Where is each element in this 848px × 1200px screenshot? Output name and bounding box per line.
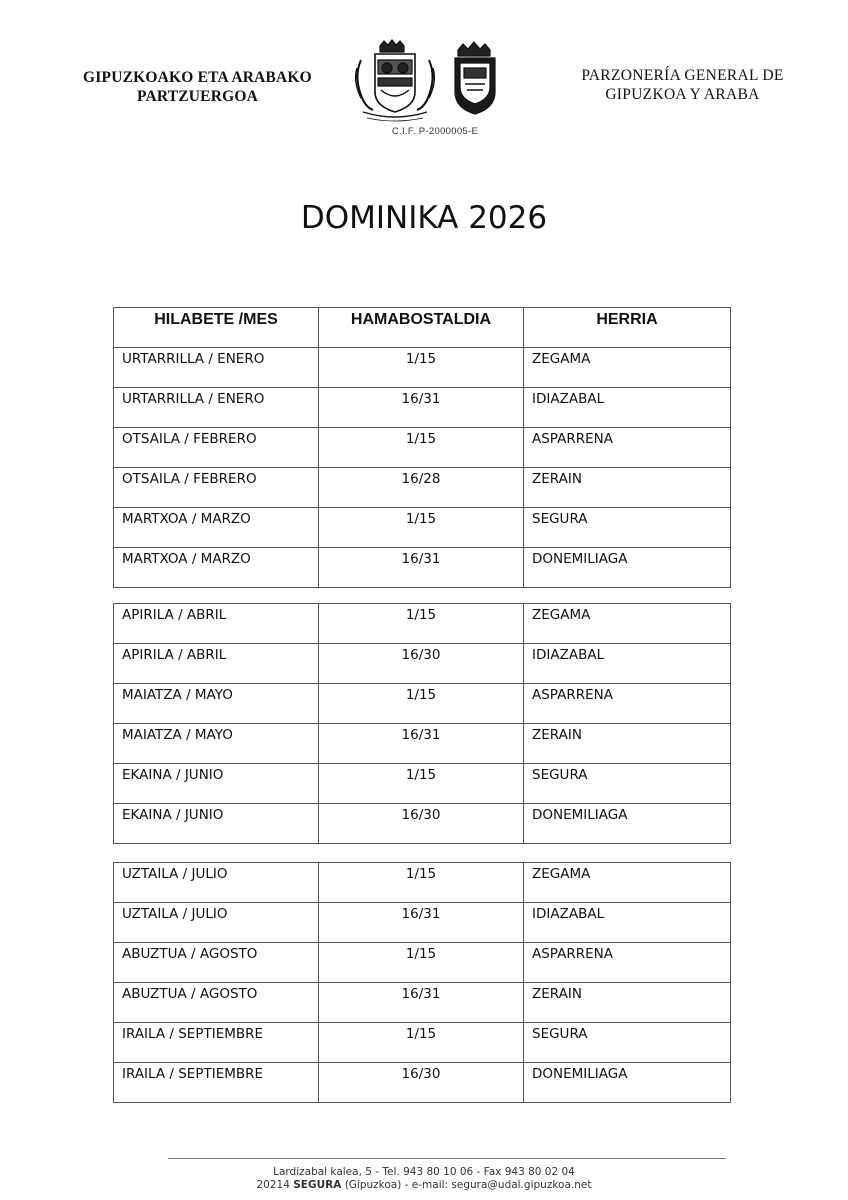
table-row [114, 388, 731, 428]
table-row [114, 804, 731, 844]
town-cell: ZEGAMA [524, 604, 731, 644]
right-coat-of-arms [455, 42, 495, 114]
month-cell: ABUZTUA / AGOSTO [114, 983, 319, 1023]
footer-divider [168, 1158, 726, 1159]
schedule-table-q2 [113, 603, 731, 844]
table-row [114, 1023, 731, 1063]
table-row [114, 764, 731, 804]
header-town: HERRIA [524, 308, 731, 348]
table-row [114, 428, 731, 468]
footer-address [0, 1166, 848, 1192]
month-cell: EKAINA / JUNIO [114, 764, 319, 804]
header-left-org [75, 68, 320, 106]
month-cell: IRAILA / SEPTIEMBRE [114, 1023, 319, 1063]
month-cell: IRAILA / SEPTIEMBRE [114, 1063, 319, 1103]
fortnight-cell: 16/31 [319, 903, 524, 943]
month-cell: OTSAILA / FEBRERO [114, 468, 319, 508]
fortnight-cell: 1/15 [319, 428, 524, 468]
fortnight-cell: 1/15 [319, 508, 524, 548]
month-cell: OTSAILA / FEBRERO [114, 428, 319, 468]
town-cell: DONEMILIAGA [524, 548, 731, 588]
month-cell: URTARRILLA / ENERO [114, 388, 319, 428]
fortnight-cell: 1/15 [319, 348, 524, 388]
town-cell: ZERAIN [524, 468, 731, 508]
town-cell: DONEMILIAGA [524, 804, 731, 844]
footer-line1: Lardizabal kalea, 5 - Tel. 943 80 10 06 - Fax 943 80 02 04 [273, 1166, 575, 1178]
fortnight-cell: 16/30 [319, 644, 524, 684]
table-row [114, 1063, 731, 1103]
month-cell: EKAINA / JUNIO [114, 804, 319, 844]
header-right-line1: PARZONERÍA GENERAL DE [581, 67, 784, 84]
town-cell: ZERAIN [524, 983, 731, 1023]
fortnight-cell: 16/30 [319, 1063, 524, 1103]
table-row [114, 903, 731, 943]
month-cell: MAIATZA / MAYO [114, 684, 319, 724]
table-row [114, 943, 731, 983]
header-right-line2: GIPUZKOA Y ARABA [605, 86, 760, 103]
table-row [114, 684, 731, 724]
fortnight-cell: 16/31 [319, 983, 524, 1023]
page-title: DOMINIKA 2026 [300, 200, 548, 236]
header-fortnight: HAMABOSTALDIA [319, 308, 524, 348]
month-cell: MARTXOA / MARZO [114, 548, 319, 588]
town-cell: IDIAZABAL [524, 903, 731, 943]
fortnight-cell: 16/30 [319, 804, 524, 844]
fortnight-cell: 16/31 [319, 724, 524, 764]
schedule-table-q3 [113, 862, 731, 1103]
table-row [114, 724, 731, 764]
month-cell: UZTAILA / JULIO [114, 863, 319, 903]
header-left-line1: GIPUZKOAKO ETA ARABAKO [83, 69, 312, 86]
fortnight-cell: 1/15 [319, 1023, 524, 1063]
town-cell: ZEGAMA [524, 348, 731, 388]
fortnight-cell: 16/31 [319, 388, 524, 428]
footer-line2 [0, 1179, 848, 1192]
fortnight-cell: 1/15 [319, 764, 524, 804]
month-cell: URTARRILLA / ENERO [114, 348, 319, 388]
header-left-line2: PARTZUERGOA [136, 88, 259, 105]
table-row [114, 983, 731, 1023]
table-row [114, 468, 731, 508]
footer-town: SEGURA [293, 1179, 342, 1191]
fortnight-cell: 1/15 [319, 604, 524, 644]
town-cell: ASPARRENA [524, 943, 731, 983]
table-row [114, 604, 731, 644]
header-right-org [565, 66, 800, 104]
town-cell: SEGURA [524, 1023, 731, 1063]
table-row [114, 348, 731, 388]
table-row [114, 863, 731, 903]
fortnight-cell: 16/31 [319, 548, 524, 588]
fortnight-cell: 1/15 [319, 684, 524, 724]
month-cell: MARTXOA / MARZO [114, 508, 319, 548]
month-cell: UZTAILA / JULIO [114, 903, 319, 943]
town-cell: SEGURA [524, 508, 731, 548]
fortnight-cell: 16/28 [319, 468, 524, 508]
footer-postcode: 20214 [256, 1179, 290, 1191]
month-cell: ABUZTUA / AGOSTO [114, 943, 319, 983]
month-cell: APIRILA / ABRIL [114, 644, 319, 684]
table-row [114, 508, 731, 548]
month-cell: APIRILA / ABRIL [114, 604, 319, 644]
left-coat-of-arms [356, 40, 435, 121]
table-row [114, 644, 731, 684]
cif-number: C.I.F. P-2000005-E [391, 126, 479, 137]
town-cell: SEGURA [524, 764, 731, 804]
fortnight-cell: 1/15 [319, 943, 524, 983]
town-cell: ZEGAMA [524, 863, 731, 903]
table-row [114, 548, 731, 588]
town-cell: DONEMILIAGA [524, 1063, 731, 1103]
town-cell: IDIAZABAL [524, 388, 731, 428]
coats-of-arms-logo [345, 38, 525, 126]
town-cell: ASPARRENA [524, 428, 731, 468]
town-cell: ZERAIN [524, 724, 731, 764]
table-header-row [114, 308, 731, 348]
month-cell: MAIATZA / MAYO [114, 724, 319, 764]
header-month: HILABETE /MES [114, 308, 319, 348]
fortnight-cell: 1/15 [319, 863, 524, 903]
town-cell: ASPARRENA [524, 684, 731, 724]
schedule-table-q1 [113, 307, 731, 588]
town-cell: IDIAZABAL [524, 644, 731, 684]
footer-contact: (Gipuzkoa) - e-mail: segura@udal.gipuzkoa.net [344, 1179, 592, 1191]
